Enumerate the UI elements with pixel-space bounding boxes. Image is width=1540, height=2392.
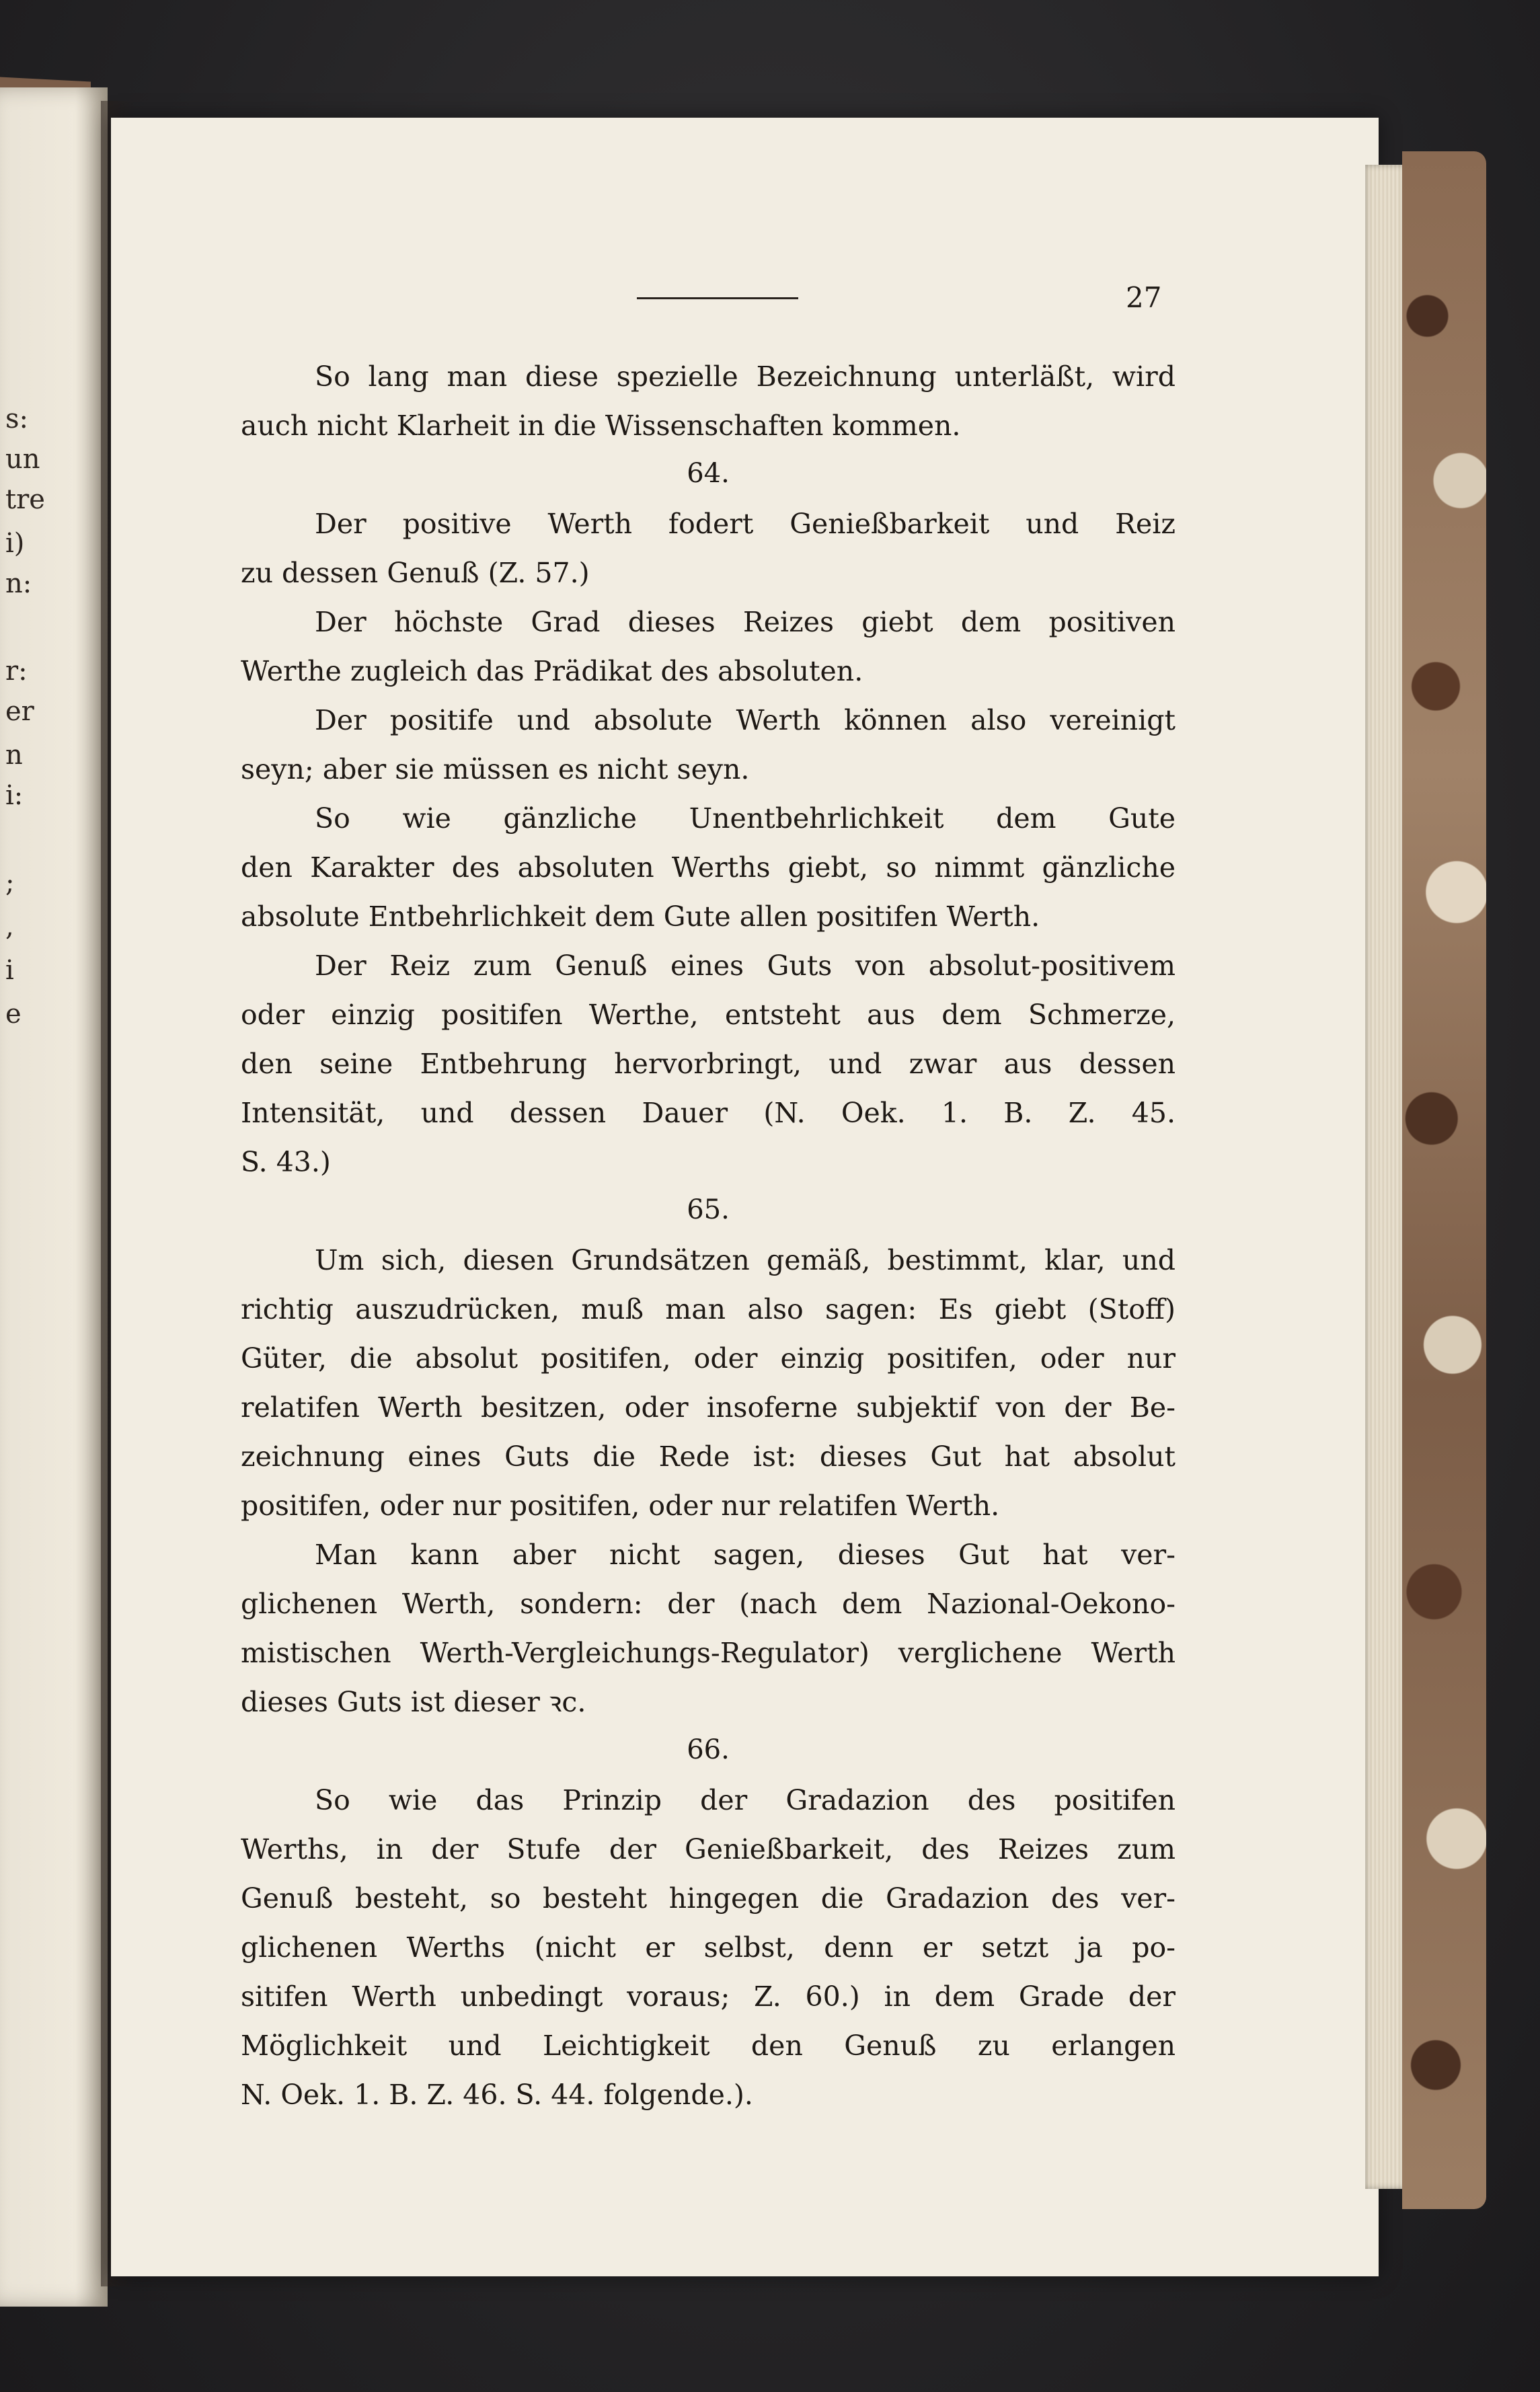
left-page-fragment: s: xyxy=(5,403,29,434)
text-line: absolute Entbehrlichkeit dem Gute allen positifen Werth. xyxy=(241,900,1040,933)
left-page-fragment: tre xyxy=(5,484,45,515)
left-page-fragment: e xyxy=(5,999,22,1030)
text-line: Möglichkeit und Leichtigkeit den Genuß zu erlangen xyxy=(241,2030,1176,2062)
left-page-fragment: i) xyxy=(5,528,25,559)
section-number: 64. xyxy=(687,458,730,489)
text-line: glichenen Werths (nicht er selbst, denn er setzt ja po- xyxy=(241,1931,1176,1964)
page-block-edges xyxy=(1365,165,1406,2189)
text-line: Der positife und absolute Werth können also vereinigt xyxy=(315,704,1176,736)
page-number: 27 xyxy=(1126,281,1162,314)
text-line: positifen, oder nur positifen, oder nur relatifen Werth. xyxy=(241,1490,1000,1522)
text-line: zeichnung eines Guts die Rede ist: dieses Gut hat absolut xyxy=(241,1440,1176,1473)
text-line: Genuß besteht, so besteht hingegen die Gradazion des ver- xyxy=(241,1882,1176,1915)
left-page-fragment: n: xyxy=(5,568,32,599)
left-page-fragment: i: xyxy=(5,780,24,811)
left-page xyxy=(0,87,108,2307)
text-line: Der Reiz zum Genuß eines Guts von absolut-positivem xyxy=(315,950,1176,982)
text-line: glichenen Werth, sondern: der (nach dem Nazional-Oekono- xyxy=(241,1588,1176,1620)
text-line: So wie gänzliche Unentbehrlichkeit dem Gute xyxy=(315,802,1176,835)
text-line: Güter, die absolut positifen, oder einzig positifen, oder nur xyxy=(241,1342,1176,1375)
left-page-fragment: n xyxy=(5,740,23,771)
left-page-fragment: ; xyxy=(5,867,15,898)
left-page-fragment: r: xyxy=(5,656,28,687)
text-line: auch nicht Klarheit in die Wissenschaften kommen. xyxy=(241,410,961,442)
text-line: Der höchste Grad dieses Reizes giebt dem positiven xyxy=(315,606,1176,638)
text-line: Um sich, diesen Grundsätzen gemäß, bestimmt, klar, und xyxy=(315,1244,1176,1276)
section-number: 66. xyxy=(687,1734,730,1765)
text-line: Der positive Werth fodert Genießbarkeit und Reiz xyxy=(315,508,1176,540)
text-line: So lang man diese spezielle Bezeichnung unterläßt, wird xyxy=(315,360,1176,393)
text-line: richtig auszudrücken, muß man also sagen: Es giebt (Stoff) xyxy=(241,1293,1176,1325)
text-line: mistischen Werth-Vergleichungs-Regulator) verglichene Werth xyxy=(241,1637,1176,1669)
text-line: den seine Entbehrung hervorbringt, und zwar aus dessen xyxy=(241,1048,1176,1080)
left-page-fragment: er xyxy=(5,696,34,727)
text-line: den Karakter des absoluten Werths giebt, so nimmt gänzliche xyxy=(241,851,1176,884)
left-page-fragment: , xyxy=(5,911,14,942)
left-page-fragment: un xyxy=(5,444,40,475)
header-rule xyxy=(637,297,798,299)
section-number: 65. xyxy=(687,1194,730,1225)
text-line: So wie das Prinzip der Gradazion des positifen xyxy=(315,1784,1176,1816)
text-line: sitifen Werth unbedingt voraus; Z. 60.) in dem Grade der xyxy=(241,1980,1176,2013)
marbled-cover xyxy=(1402,151,1486,2209)
text-line: dieses Guts ist dieser ꝛc. xyxy=(241,1686,586,1718)
text-line: Intensität, und dessen Dauer (N. Oek. 1. B. Z. 45. xyxy=(241,1097,1176,1129)
text-line: Werthe zugleich das Prädikat des absoluten. xyxy=(241,655,863,687)
text-line: relatifen Werth besitzen, oder insoferne subjektif von der Be- xyxy=(241,1391,1176,1424)
text-line: N. Oek. 1. B. Z. 46. S. 44. folgende.). xyxy=(241,2079,753,2111)
text-line: Man kann aber nicht sagen, dieses Gut hat ver- xyxy=(315,1539,1176,1571)
left-page-fragment: i xyxy=(5,955,14,986)
text-line: oder einzig positifen Werthe, entsteht aus dem Schmerze, xyxy=(241,999,1176,1031)
text-line: S. 43.) xyxy=(241,1146,331,1178)
text-line: seyn; aber sie müssen es nicht seyn. xyxy=(241,753,750,785)
text-line: Werths, in der Stufe der Genießbarkeit, des Reizes zum xyxy=(241,1833,1176,1865)
text-line: zu dessen Genuß (Z. 57.) xyxy=(241,557,590,589)
